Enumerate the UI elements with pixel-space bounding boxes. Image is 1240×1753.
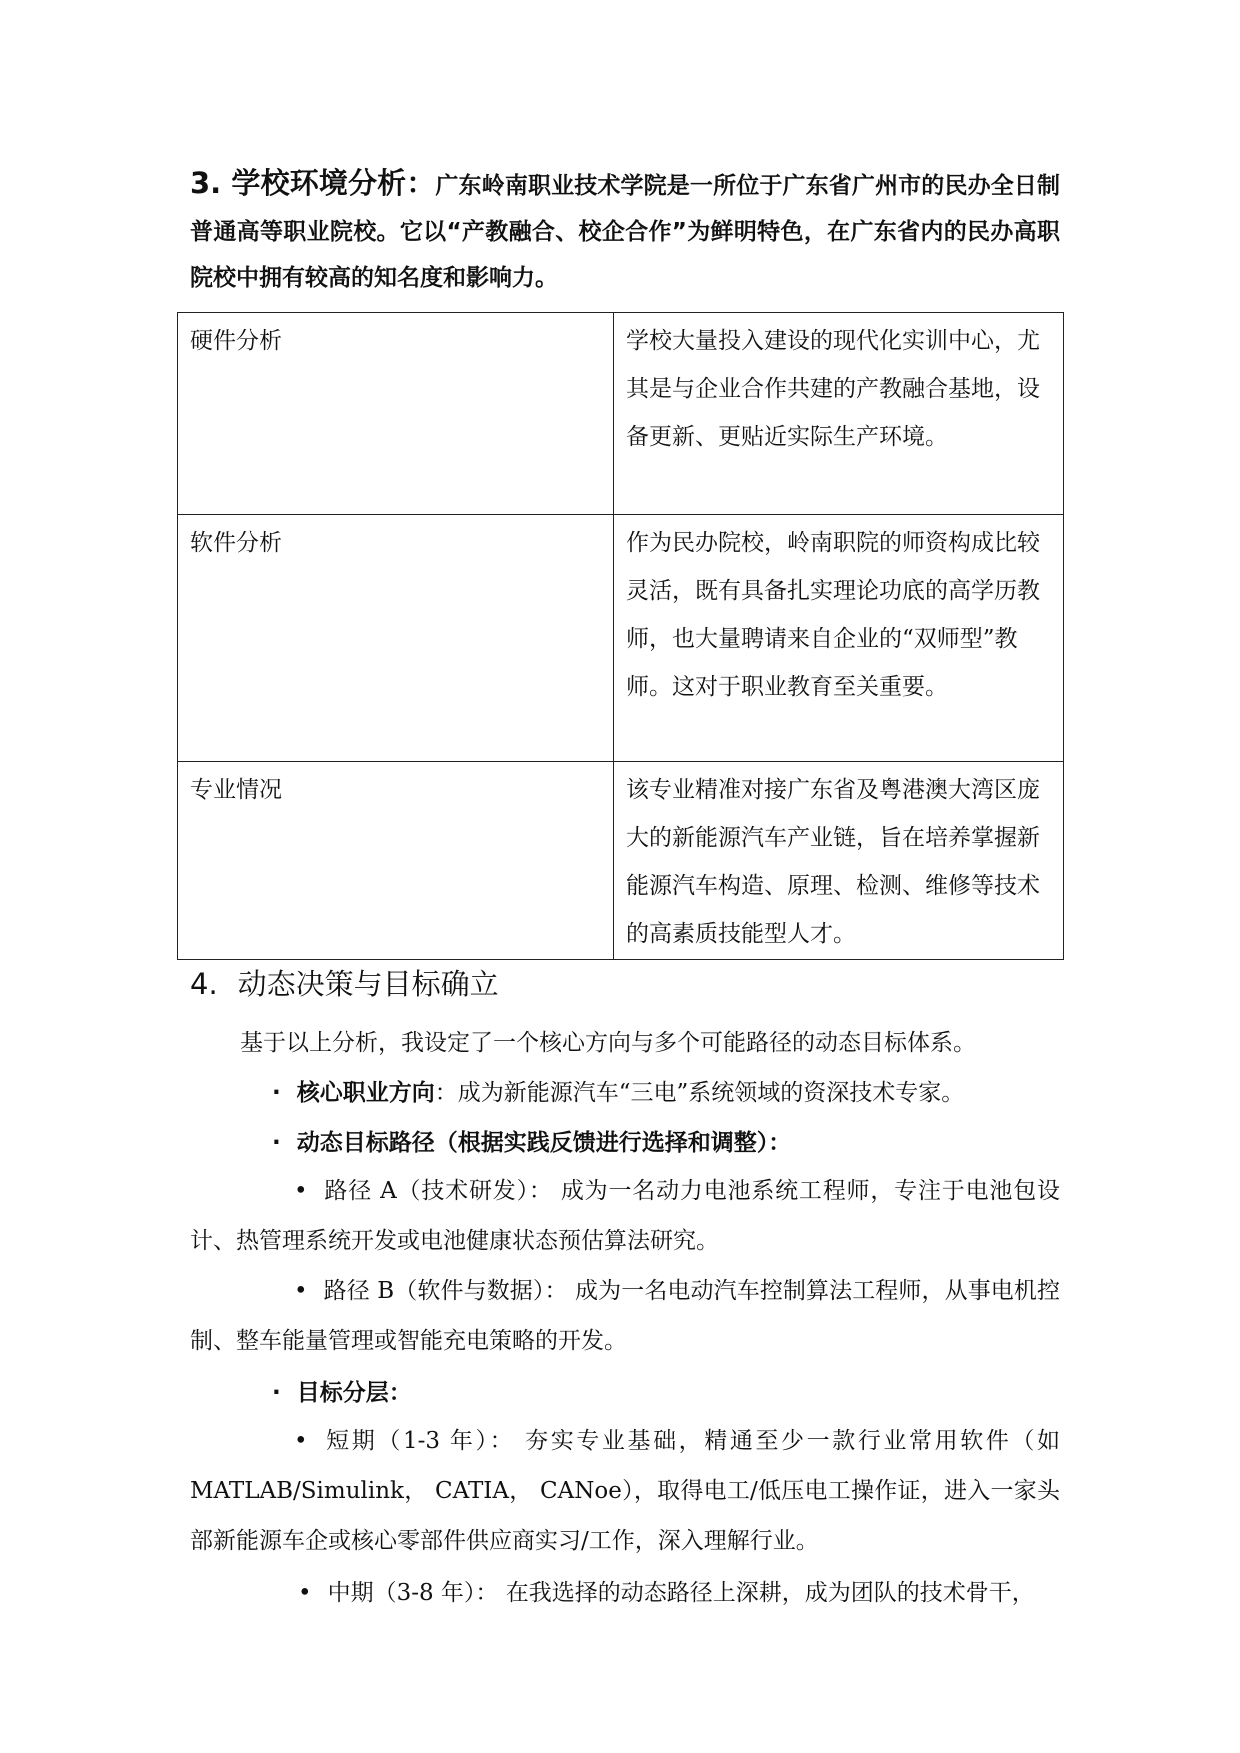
bullet-mark: · — [272, 1080, 281, 1106]
table-cell-label: 硬件分析 — [178, 313, 614, 515]
layers-heading-item — [272, 1378, 412, 1408]
path-b-label: 路径 B（软件与数据）： — [323, 1278, 568, 1304]
sub-bullet-mark: • — [294, 1428, 308, 1454]
table-cell-label: 软件分析 — [178, 515, 614, 762]
section-3-text: 广东岭南职业技术学院是一所位于广东省广州市的民办全日制普通高等职业院校。它以“产教融合、校企合作”为鲜明特色，在广东省内的民办高职院校中拥有较高的知名度和影响力。 — [190, 173, 1061, 291]
sub-bullet-mark: • — [294, 1178, 308, 1204]
core-direction-item — [272, 1078, 964, 1108]
path-b-text: 成为一名电动汽车控制算法工程师，从事电机控制、整车能量管理或智能充电策略的开发。 — [190, 1278, 1061, 1354]
table-row — [178, 762, 1064, 960]
mid-term-item — [298, 1578, 1035, 1608]
table-cell-description: 学校大量投入建设的现代化实训中心，尤其是与企业合作共建的产教融合基地，设备更新、更贴近实际生产环境。 — [614, 313, 1064, 515]
section-3-heading: 3. 学校环境分析： — [190, 166, 436, 200]
sub-bullet-mark: • — [298, 1580, 312, 1606]
school-analysis-table — [177, 312, 1064, 960]
section-4-title: 动态决策与目标确立 — [237, 967, 499, 1001]
school-environment-paragraph — [190, 160, 1060, 301]
paths-heading: 动态目标路径（根据实践反馈进行选择和调整）： — [296, 1130, 792, 1156]
core-direction-text: ：成为新能源汽车“三电”系统领域的资深技术专家。 — [434, 1080, 965, 1106]
mid-term-text: 在我选择的动态路径上深耕，成为团队的技术骨干， — [505, 1580, 1035, 1606]
table-cell-description: 该专业精准对接广东省及粤港澳大湾区庞大的新能源汽车产业链，旨在培养掌握新能源汽车构造、原理、检测、维修等技术的高素质技能型人才。 — [614, 762, 1064, 960]
short-term-text: 夯实专业基础，精通至少一款行业常用软件（如 MATLAB/Simulink， CATIA， CANoe），取得电工/低压电工操作证，进入一家头部新能源车企或核心零部件供应商实习/工作，深入理解行业。 — [190, 1428, 1060, 1554]
table-cell-description: 作为民办院校，岭南职院的师资构成比较灵活，既有具备扎实理论功底的高学历教师，也大量聘请来自企业的“双师型”教师。这对于职业教育至关重要。 — [614, 515, 1064, 762]
path-a-item — [190, 1166, 1060, 1266]
table-row — [178, 515, 1064, 762]
path-a-text: 成为一名动力电池系统工程师，专注于电池包设计、热管理系统开发或电池健康状态预估算法研究。 — [190, 1178, 1061, 1254]
path-a-label: 路径 A（技术研发）： — [323, 1178, 553, 1204]
table-cell-label: 专业情况 — [178, 762, 614, 960]
path-b-item — [190, 1266, 1060, 1366]
table-row — [178, 313, 1064, 515]
paths-heading-item — [272, 1128, 791, 1158]
section-4-number: 4. — [190, 967, 218, 1001]
section-4-heading — [190, 964, 499, 1004]
short-term-item — [190, 1416, 1060, 1566]
layers-heading: 目标分层： — [296, 1380, 412, 1406]
short-term-label: 短期（1-3 年）： — [323, 1428, 516, 1454]
mid-term-label: 中期（3-8 年）： — [327, 1580, 499, 1606]
sub-bullet-mark: • — [294, 1278, 308, 1304]
core-direction-label: 核心职业方向 — [296, 1080, 435, 1106]
section-4-intro: 基于以上分析，我设定了一个核心方向与多个可能路径的动态目标体系。 — [240, 1030, 976, 1056]
bullet-mark: · — [272, 1130, 281, 1156]
bullet-mark: · — [272, 1380, 281, 1406]
